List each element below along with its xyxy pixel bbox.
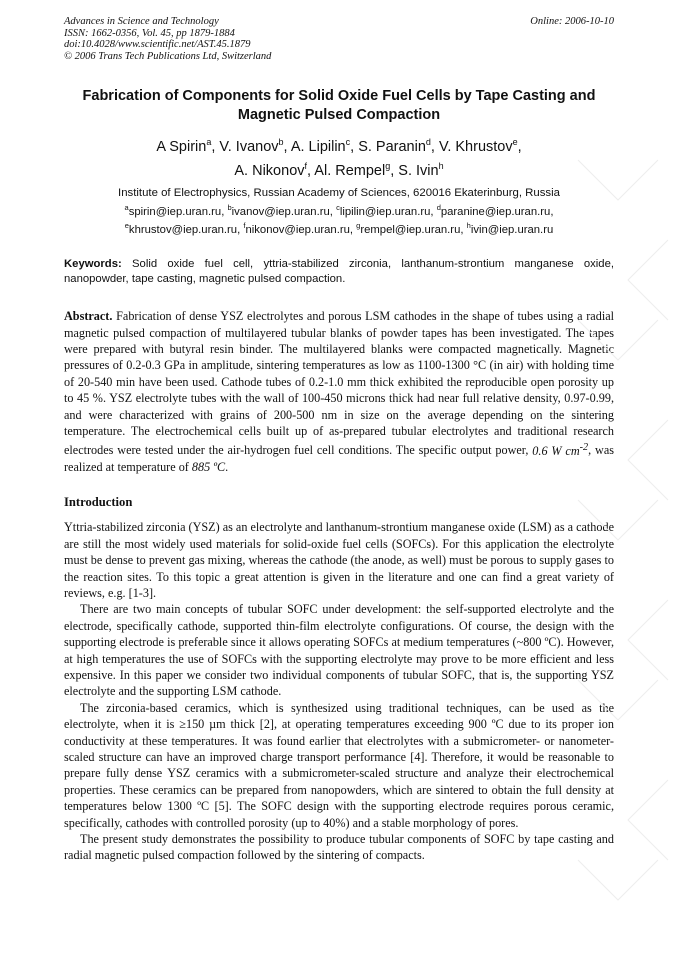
email-sup: h [466,220,471,230]
email-address: spirin@iep.uran.ru [128,205,222,218]
journal-name: Advances in Science and Technology [64,16,219,27]
email-address: ivin@iep.uran.ru [470,223,554,236]
email-sup: e [124,220,129,230]
author-sup: h [438,160,444,171]
power-exponent: -2 [579,441,589,453]
abstract-end: . [225,459,229,474]
paragraph: The zirconia-based ceramics, which is synthesized using traditional techniques, can be used as the electrolyte, when it is ≥150 µm thick [2], at operating temperatures exceeding 900 ºC due to its proper ion conductivity at these temperatures. It was found earlier that electrolytes with a submicrometer- or nanometer-scaled structure can have an improved charge transport performance [4]. Therefore, it would be reasonable to prepare fully dense YSZ ceramics with a submicrometer-scaled structure and analyze their electrochemical properties. These ceramics can be prepared from nanopowders, which are sintered to obtain the full density at temperatures below 1300 ºC [5]. The SOFC design with the supporting electrode requires porous ceramic, specifically, cathodes with controlled porosity (up to 40%) and a stable morphology of pores. [64,700,614,830]
email-sup: b [227,202,232,212]
abstract [64,308,614,475]
email-sup: c [336,202,340,212]
email-address: nikonov@iep.uran.ru [245,223,350,236]
abstract-label: Abstract. [64,309,113,324]
author-sup: f [304,160,308,171]
author-name: A. Lipilin [290,138,346,155]
email-address: rempel@iep.uran.ru [360,223,461,236]
keywords [64,257,614,287]
power-value: 0.6 W cm [532,443,580,458]
email-address: ivanov@iep.uran.ru [231,205,330,218]
author-name: A Spirin [156,138,207,155]
author-name: S. Ivin [398,162,439,179]
email-address: lipilin@iep.uran.ru [339,205,431,218]
email-address: khrustov@iep.uran.ru [128,223,238,236]
email-list: $^a$spirin@iep.uran.ru, $^b$ivanov@iep.uran.ru, $^c$lipilin@iep.uran.ru, $^d$paranine@iep.uran.ru, $^e$khrustov@iep.uran.ru, $^f$nikonov@iep.uran.ru, $^g$rempel@iep.uran.ru, $^h$ivin@iep.uran.ru [124,202,554,236]
author-sup: d [425,137,431,147]
issn-line: ISSN: 1662-0356, Vol. 45, pp 1879-1884 [64,27,235,39]
author-name: S. Paranin [358,138,426,155]
email-address: paranine@iep.uran.ru [440,205,551,218]
paragraph: Yttria-stabilized zirconia (YSZ) as an electrolyte and lanthanum-strontium manganese oxide (LSM) as a cathode are still the most widely used materials for solid-oxide fuel cells (SOFCs). For this application the electrolyte must be dense to prevent gas mixing, whereas the cathode (the anode, as well) must be porous to supply gases to the reaction sites. To this topic a great attention is given in the literature and one can find a great variety of reviews, e.g. [1-3]. [64,520,614,600]
author-sup: e [512,137,518,147]
abstract-power [532,441,589,458]
online-date: Online: 2006-10-10 [530,16,614,27]
keywords-text: Solid oxide fuel cell, yttria-stabilized zirconia, lanthanum-strontium manganese oxide, nanopowder, tape casting, magnetic pulsed compaction. [64,258,614,286]
author-sup: c [345,137,351,147]
author-name: Al. Rempel [314,162,386,179]
author-name: V. Ivanov [219,138,279,155]
introduction-body [64,519,614,864]
abstract-text: Fabrication of dense YSZ electrolytes and porous LSM cathodes in the shape of tubes using a radial magnetic pulsed compaction of multilayered tubular blanks of powder tapes has been investigated. The tapes were prepared with butyral resin binder. The multilayered blanks were compacted magnetically. Magnetic pressures of 0.2-0.3 GPa in amplitude, sintering temperatures as low as 1100-1300 °C (in air) with holding time of 20-540 min have been used. Cathode tubes of 0.2-1.0 mm thick exhibited the reproducible open porosity up to 45 %. YSZ electrolyte tubes with the wall of 100-450 microns thick had near full relative density, 0.97-0.99, and were characterized with grains of 200-500 nm in size on the average depending on the sintering temperature. The electrochemical cells built up of as-prepared tubular electrolytes and traditional research electrodes were tested under the air-hydrogen fuel cell conditions. The specific output power, [64,309,614,458]
paragraph: The present study demonstrates the possibility to produce tubular components of SOFC by tape casting and radial magnetic pulsed compaction followed by the sintering of compacts. [64,832,614,863]
abstract-mid: , was realized at temperature of [64,443,614,474]
keywords-label: Keywords: [64,258,122,271]
affiliation: Institute of Electrophysics, Russian Academy of Sciences, 620016 Ekaterinburg, Russia [118,186,560,199]
author-list: A Spirin$^a$, V. Ivanov$^b$, A. Lipilin$^c$, S. Paranin$^d$, V. Khrustov$^e$, A. Nikonov$^f$, Al. Rempel$^g$, S. Ivin$^h$ [156,137,522,179]
section-heading: Introduction [64,495,133,510]
author-name: V. Khrustov [438,138,513,155]
email-sup: g [356,220,361,230]
author-sup: b [278,137,284,147]
email-sup: d [436,202,441,212]
paper-title: Fabrication of Components for Solid Oxide Fuel Cells by Tape Casting and Magnetic Pulsed Compaction [82,88,596,123]
author-sup: a [206,137,212,147]
copyright-line: © 2006 Trans Tech Publications Ltd, Switzerland [64,50,272,62]
paragraph: There are two main concepts of tubular SOFC under development: the self-supported electrolyte and the electrode, specifically cathode, supported thin-film electrolyte configurations. Of course, the design with the supporting electrode is preferable since it allows operating SOFCs at medium temperatures (~800 ºC). However, at high temperatures the use of SOFCs with the supporting electrolyte may prove to be more efficient and less expensive. In this paper we consider two individual components of tubular SOFC, that is, the supporting YSZ electrolyte and the supporting LSM cathode. [64,602,614,699]
doi-line: doi:10.4028/www.scientific.net/AST.45.1879 [64,39,251,50]
abstract-temp: 885 ºC [191,459,226,474]
author-sup: g [385,160,391,171]
author-name: A. Nikonov [234,162,305,179]
email-sup: a [124,202,129,212]
journal-header [64,16,614,62]
email-sup: f [243,220,246,230]
